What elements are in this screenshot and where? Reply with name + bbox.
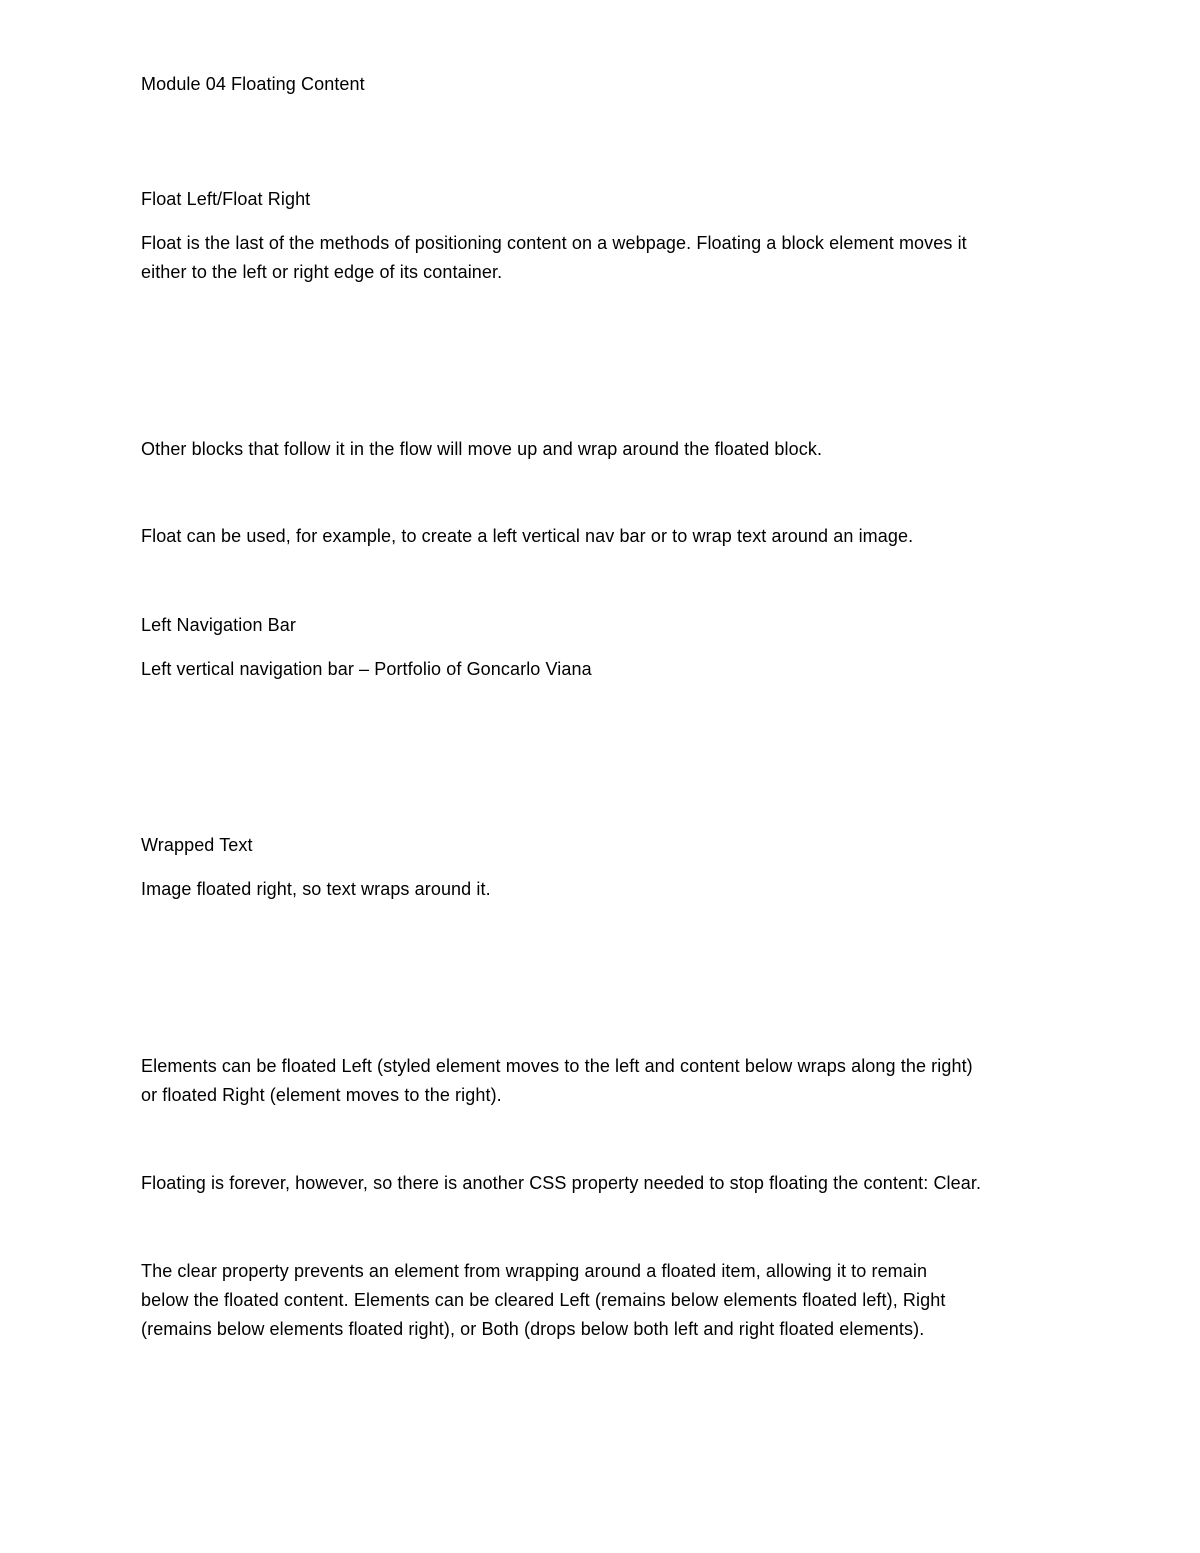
paragraph: Float can be used, for example, to create a left vertical nav bar or to wrap text around an image. [141, 526, 914, 546]
paragraph-line: either to the left or right edge of its container. [141, 262, 503, 282]
paragraph: Floating is forever, however, so there is another CSS property needed to stop floating the content: Clear. [141, 1173, 982, 1193]
section-heading-wrapped: Wrapped Text [141, 835, 253, 855]
figure-caption-nav: Left vertical navigation bar – Portfolio of Goncarlo Viana [141, 659, 592, 679]
document-title: Module 04 Floating Content [141, 74, 365, 94]
paragraph-line: (remains below elements floated right), or Both (drops below both left and right floated elements). [141, 1319, 925, 1339]
section-heading-nav: Left Navigation Bar [141, 615, 296, 635]
paragraph-line: Float is the last of the methods of positioning content on a webpage. Floating a block element moves it [141, 233, 967, 253]
paragraph-line: or floated Right (element moves to the right). [141, 1085, 502, 1105]
paragraph-line: Elements can be floated Left (styled element moves to the left and content below wraps along the right) [141, 1056, 973, 1076]
paragraph-line: below the floated content. Elements can be cleared Left (remains below elements floated left), Right [141, 1290, 946, 1310]
figure-caption-wrapped: Image floated right, so text wraps around it. [141, 879, 491, 899]
section-heading-float: Float Left/Float Right [141, 189, 311, 209]
paragraph: Other blocks that follow it in the flow will move up and wrap around the floated block. [141, 439, 823, 459]
paragraph-line: The clear property prevents an element from wrapping around a floated item, allowing it to remain [141, 1261, 928, 1281]
